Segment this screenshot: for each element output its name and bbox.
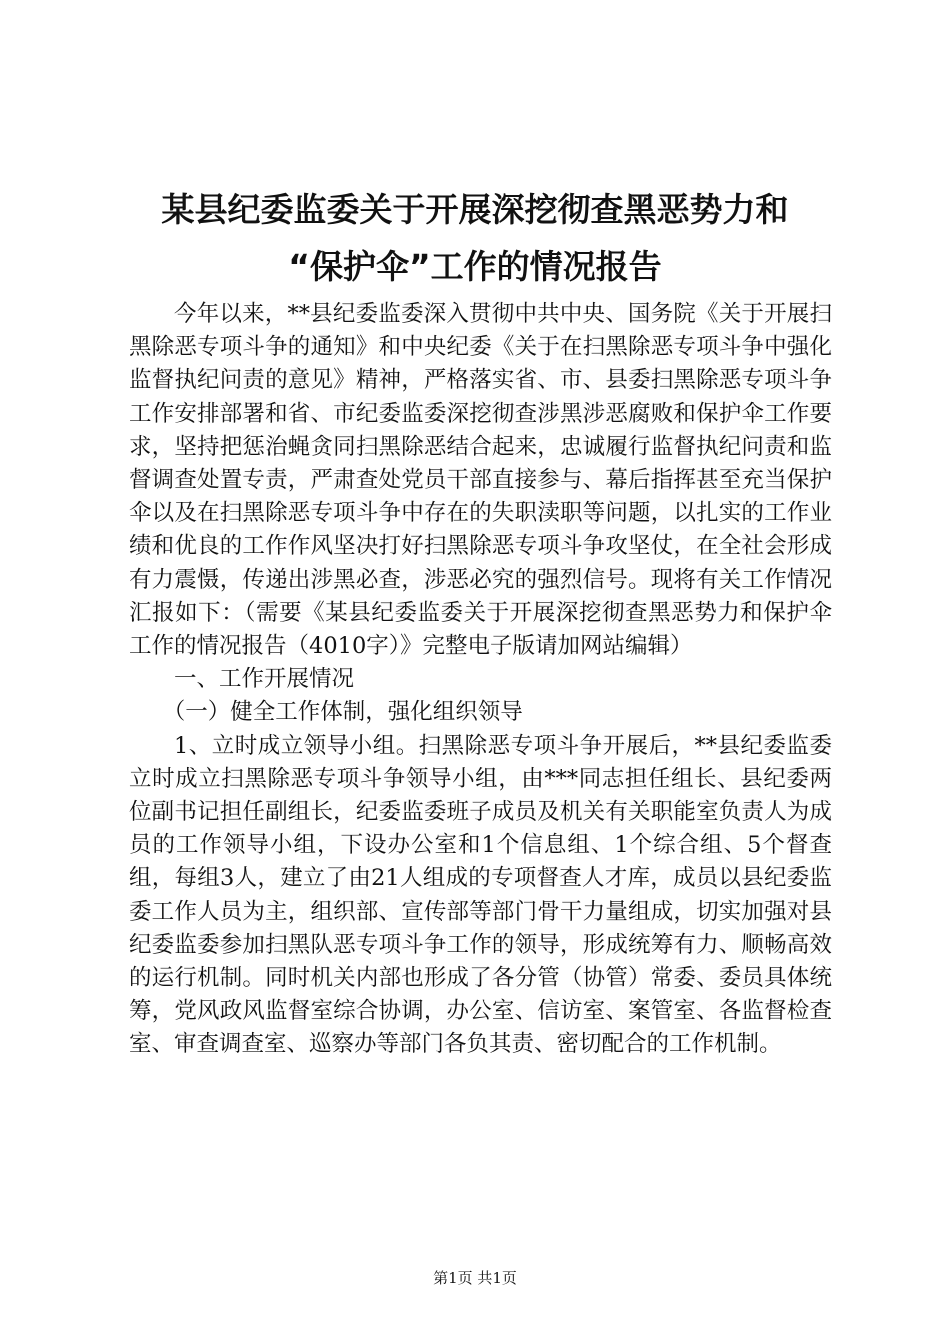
paragraph-item-1: 1、立时成立领导小组。扫黑除恶专项斗争开展后，**县纪委监委立时成立扫黑除恶专项斗争领导小组，由***同志担任组长、县纪委两位副书记担任副组长，纪委监委班子成员及机关有关职能室负责人为成员的工作领导小组，下设办公室和1个信息组、1个综合组、5个督查组，每组3人，建立了由21人组成的专项督查人才库，成员以县纪委监委工作人员为主，组织部、宣传部等部门骨干力量组成，切实加强对县纪委监委参加扫黑队恶专项斗争工作的领导，形成统筹有力、顺畅高效的运行机制。同时机关内部也形成了各分管（协管）常委、委员具体统筹，党风政风监督室综合协调，办公室、信访室、案管室、各监督检查室、审查调查室、巡察办等部门各负其责、密切配合的工作机制。	[129, 732, 832, 1058]
subsection-heading: （一）健全工作体制，强化组织领导	[162, 699, 523, 726]
document-title-line-2: “保护伞”工作的情况报告	[288, 247, 662, 286]
page-footer: 第1页 共1页	[433, 1269, 517, 1287]
section-heading: 一、工作开展情况	[174, 666, 355, 693]
paragraph-intro: 今年以来，**县纪委监委深入贯彻中共中央、国务院《关于开展扫黑除恶专项斗争的通知》和中央纪委《关于在扫黑除恶专项斗争中强化监督执纪问责的意见》精神，严格落实省、市、县委扫黑除恶专项斗争工作安排部署和省、市纪委监委深挖彻查涉黑涉恶腐败和保护伞工作要求，坚持把惩治蝇贪同扫黑除恶结合起来，忠诚履行监督执纪问责和监督调查处置专责，严肃查处党员干部直接参与、幕后指挥甚至充当保护伞以及在扫黑除恶专项斗争中存在的失职渎职等问题，以扎实的工作业绩和优良的工作作风坚决打好扫黑除恶专项斗争攻坚仗，在全社会形成有力震慑，传递出涉黑必查，涉恶必究的强烈信号。现将有关工作情况汇报如下：（需要《某县纪委监委关于开展深挖彻查黑恶势力和保护伞工作的情况报告（4010字）》完整电子版请加网站编辑）	[129, 301, 832, 660]
document-title-line-1: 某县纪委监委关于开展深挖彻查黑恶势力和	[161, 190, 789, 229]
document-body	[129, 298, 832, 1062]
